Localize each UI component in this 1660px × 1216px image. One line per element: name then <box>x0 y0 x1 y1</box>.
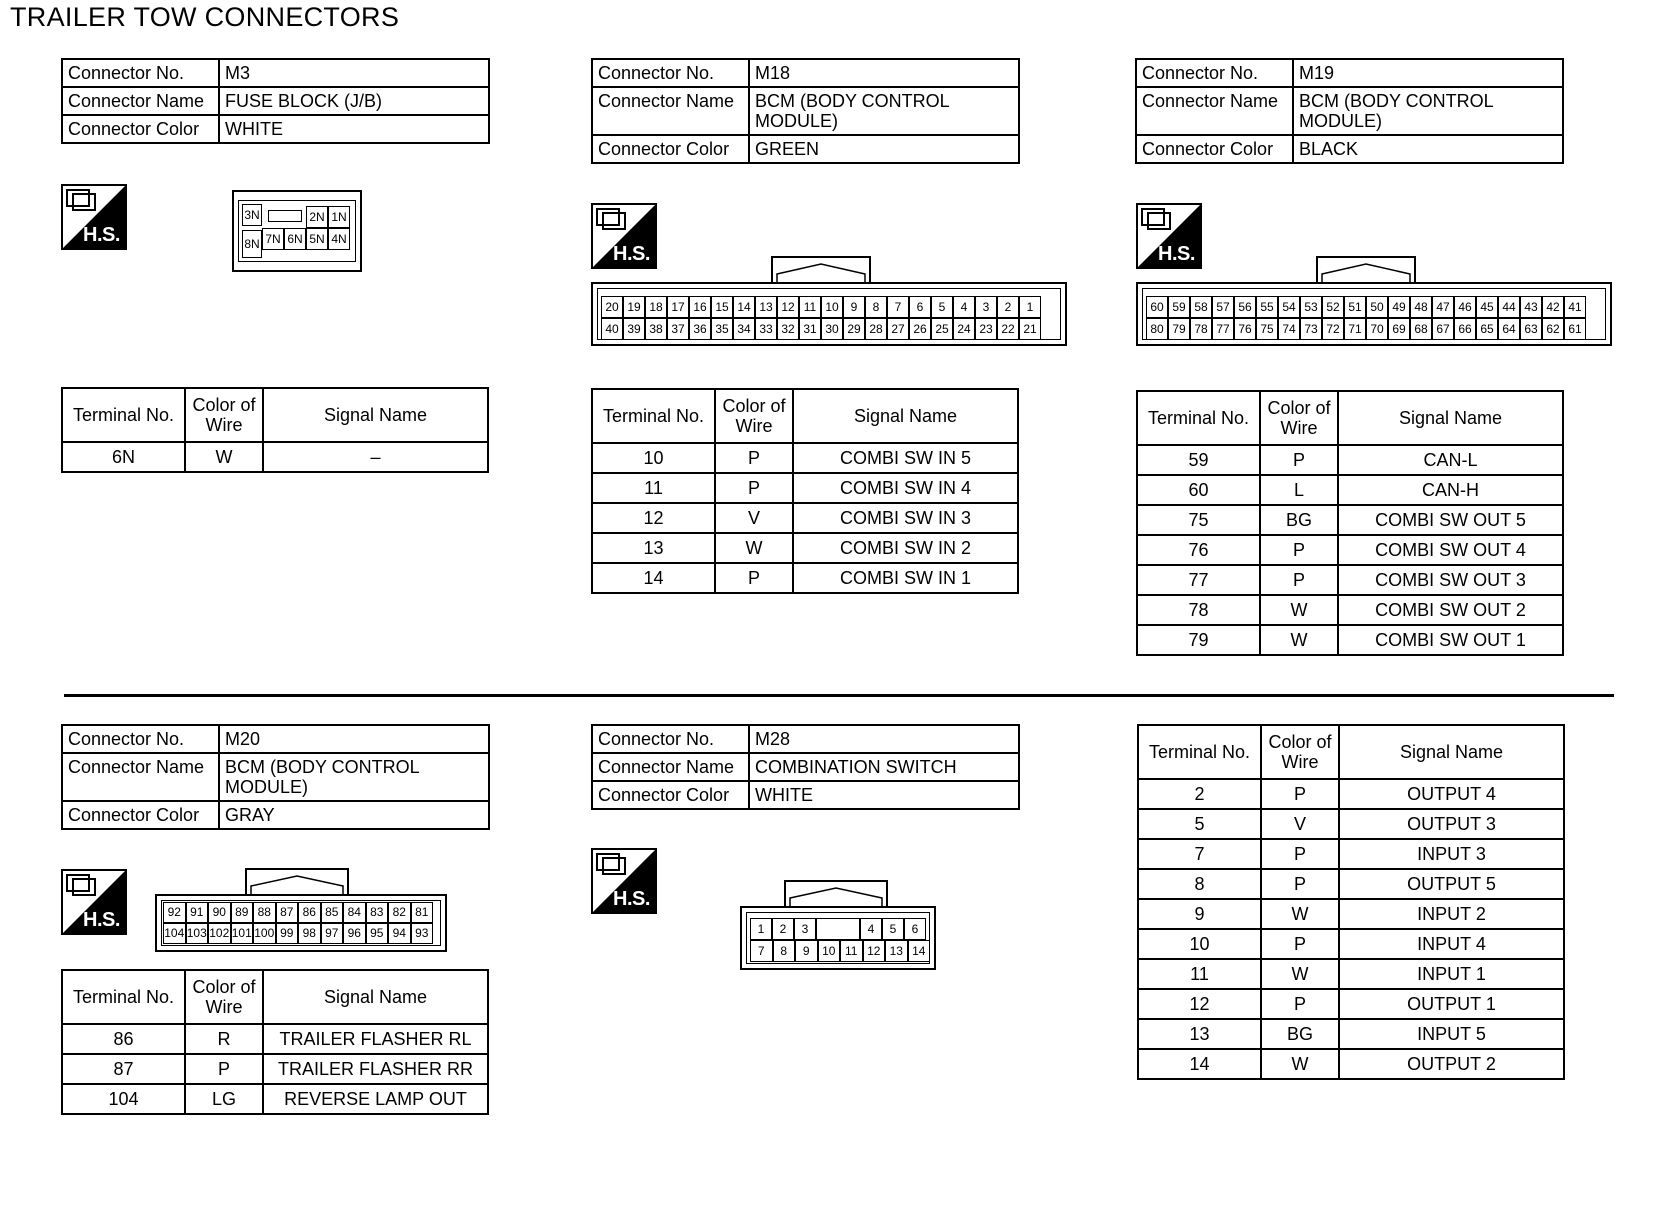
pin-cell: 10 <box>818 940 841 962</box>
pin-cell: 30 <box>821 318 843 340</box>
terminal-table-m18 <box>591 388 1019 594</box>
connector-color-value: BLACK <box>1293 135 1563 163</box>
signal-name-cell: COMBI SW IN 2 <box>793 533 1018 563</box>
connector-color-label: Connector Color <box>1136 135 1293 163</box>
terminal-no-cell: 8 <box>1138 869 1261 899</box>
connector-face-m3 <box>232 190 362 272</box>
pin-cell: 96 <box>343 923 366 944</box>
connector-info-m18 <box>591 58 1020 164</box>
table-row <box>1137 625 1563 655</box>
pin-cell: 8 <box>773 940 796 962</box>
pin-cell: 53 <box>1300 296 1322 318</box>
pin-cell: 5 <box>882 918 904 940</box>
pin-cell: 72 <box>1322 318 1344 340</box>
table-row <box>1138 899 1564 929</box>
terminal-table-m19 <box>1136 390 1564 656</box>
pin-cell: 31 <box>799 318 821 340</box>
wire-color-cell: W <box>1261 1049 1339 1079</box>
harness-side-icon: H.S. <box>61 184 127 250</box>
connector-name-value: BCM (BODY CONTROL MODULE) <box>1293 87 1563 135</box>
connector-info-m28 <box>591 724 1020 810</box>
connector-color-value: WHITE <box>219 115 489 143</box>
terminal-no-cell: 14 <box>592 563 715 593</box>
table-row <box>62 1024 488 1054</box>
wire-color-cell: BG <box>1261 1019 1339 1049</box>
pin-cell: 1 <box>1019 296 1041 318</box>
connector-no-label: Connector No. <box>62 59 219 87</box>
connector-name-value: BCM (BODY CONTROL MODULE) <box>749 87 1019 135</box>
connector-face-m20 <box>155 868 447 952</box>
terminal-no-cell: 79 <box>1137 625 1260 655</box>
pin-cell: 89 <box>231 902 254 923</box>
signal-name-cell: OUTPUT 3 <box>1339 809 1564 839</box>
connector-face-m19 <box>1136 256 1612 346</box>
pin-cell: 15 <box>711 296 733 318</box>
pin-cell: 85 <box>321 902 344 923</box>
signal-name-cell: COMBI SW IN 3 <box>793 503 1018 533</box>
pin-cell: 11 <box>799 296 821 318</box>
pin-cell: 7N <box>262 228 284 250</box>
pin-cell: 17 <box>667 296 689 318</box>
pin-cell: 6 <box>909 296 931 318</box>
pin-cell: 49 <box>1388 296 1410 318</box>
pin-cell: 7 <box>887 296 909 318</box>
pin-cell: 74 <box>1278 318 1300 340</box>
pin-cell: 9 <box>795 940 818 962</box>
pin-cell: 100 <box>253 923 276 944</box>
signal-name-cell: COMBI SW OUT 3 <box>1338 565 1563 595</box>
wire-color-cell: W <box>715 533 793 563</box>
table-row <box>62 1054 488 1084</box>
wire-color-cell: P <box>1261 839 1339 869</box>
pin-cell: 51 <box>1344 296 1366 318</box>
pin-cell: 88 <box>253 902 276 923</box>
terminal-table-m28 <box>1137 724 1565 1080</box>
pin-cell: 1 <box>750 918 772 940</box>
wire-color-cell: W <box>1261 959 1339 989</box>
terminal-no-cell: 60 <box>1137 475 1260 505</box>
signal-name-header: Signal Name <box>263 388 488 442</box>
connector-color-label: Connector Color <box>62 801 219 829</box>
pin-cell: 103 <box>186 923 209 944</box>
signal-name-cell: COMBI SW OUT 5 <box>1338 505 1563 535</box>
signal-name-header: Signal Name <box>263 970 488 1024</box>
signal-name-cell: COMBI SW OUT 2 <box>1338 595 1563 625</box>
connector-no-label: Connector No. <box>62 725 219 753</box>
signal-name-cell: INPUT 5 <box>1339 1019 1564 1049</box>
pin-cell: 13 <box>885 940 908 962</box>
signal-name-cell: REVERSE LAMP OUT <box>263 1084 488 1114</box>
pin-cell: 98 <box>298 923 321 944</box>
connector-color-value: WHITE <box>749 781 1019 809</box>
pin-cell: 6 <box>904 918 926 940</box>
wire-color-cell: P <box>1261 989 1339 1019</box>
pin-cell: 32 <box>777 318 799 340</box>
pin-cell: 1N <box>328 206 350 228</box>
table-row <box>1137 595 1563 625</box>
harness-side-icon: H.S. <box>591 848 657 914</box>
signal-name-cell: OUTPUT 2 <box>1339 1049 1564 1079</box>
pin-cell: 90 <box>208 902 231 923</box>
pin-cell: 87 <box>276 902 299 923</box>
pin-cell: 99 <box>276 923 299 944</box>
terminal-no-cell: 5 <box>1138 809 1261 839</box>
connector-name-label: Connector Name <box>592 753 749 781</box>
pin-cell: 56 <box>1234 296 1256 318</box>
pin-cell: 62 <box>1542 318 1564 340</box>
terminal-no-cell: 10 <box>592 443 715 473</box>
table-row <box>1137 445 1563 475</box>
terminal-no-cell: 2 <box>1138 779 1261 809</box>
terminal-no-cell: 104 <box>62 1084 185 1114</box>
wire-color-cell: P <box>715 473 793 503</box>
pin-cell: 2 <box>772 918 794 940</box>
pin-cell: 4 <box>860 918 882 940</box>
table-row <box>1137 535 1563 565</box>
signal-name-cell: COMBI SW OUT 1 <box>1338 625 1563 655</box>
signal-name-cell: INPUT 4 <box>1339 929 1564 959</box>
pin-cell: 48 <box>1410 296 1432 318</box>
pin-cell: 75 <box>1256 318 1278 340</box>
signal-name-cell: TRAILER FLASHER RR <box>263 1054 488 1084</box>
connector-name-label: Connector Name <box>1136 87 1293 135</box>
wire-color-cell: P <box>715 443 793 473</box>
pin-cell: 59 <box>1168 296 1190 318</box>
pin-cell: 66 <box>1454 318 1476 340</box>
table-row <box>62 1084 488 1114</box>
terminal-no-cell: 75 <box>1137 505 1260 535</box>
pin-cell: 64 <box>1498 318 1520 340</box>
pin-cell: 8 <box>865 296 887 318</box>
terminal-no-header: Terminal No. <box>62 970 185 1024</box>
signal-name-header: Signal Name <box>793 389 1018 443</box>
pin-cell: 10 <box>821 296 843 318</box>
pin-cell: 23 <box>975 318 997 340</box>
pin-cell: 37 <box>667 318 689 340</box>
pin-cell: 40 <box>601 318 623 340</box>
terminal-no-cell: 76 <box>1137 535 1260 565</box>
connector-info-m20 <box>61 724 490 830</box>
pin-cell: 14 <box>908 940 931 962</box>
harness-side-icon: H.S. <box>591 203 657 269</box>
terminal-table-m20 <box>61 969 489 1115</box>
connector-name-value: FUSE BLOCK (J/B) <box>219 87 489 115</box>
pin-cell: 5N <box>306 228 328 250</box>
signal-name-cell: COMBI SW IN 1 <box>793 563 1018 593</box>
pin-cell: 54 <box>1278 296 1300 318</box>
pin-cell: 97 <box>321 923 344 944</box>
connector-name-label: Connector Name <box>62 753 219 801</box>
table-row <box>1138 1019 1564 1049</box>
wire-color-cell: V <box>715 503 793 533</box>
table-row <box>1138 929 1564 959</box>
terminal-no-cell: 87 <box>62 1054 185 1084</box>
pin-cell: 9 <box>843 296 865 318</box>
connector-name-value: BCM (BODY CONTROL MODULE) <box>219 753 489 801</box>
pin-cell: 86 <box>298 902 321 923</box>
pin-cell: 14 <box>733 296 755 318</box>
wire-color-cell: P <box>1260 535 1338 565</box>
terminal-no-cell: 10 <box>1138 929 1261 959</box>
pin-cell: 2 <box>997 296 1019 318</box>
table-row <box>1138 869 1564 899</box>
pin-cell: 58 <box>1190 296 1212 318</box>
connector-no-value: M3 <box>219 59 489 87</box>
connector-color-value: GRAY <box>219 801 489 829</box>
connector-info-m3 <box>61 58 490 144</box>
pin-cell: 12 <box>863 940 886 962</box>
wire-color-cell: W <box>1261 899 1339 929</box>
pin-cell: 6N <box>284 228 306 250</box>
terminal-no-cell: 11 <box>1138 959 1261 989</box>
terminal-no-cell: 77 <box>1137 565 1260 595</box>
pin-cell: 79 <box>1168 318 1190 340</box>
wire-color-cell: V <box>1261 809 1339 839</box>
table-row <box>592 443 1018 473</box>
pin-cell: 101 <box>231 923 254 944</box>
pin-cell: 24 <box>953 318 975 340</box>
table-row <box>592 563 1018 593</box>
wire-color-cell: P <box>1261 869 1339 899</box>
signal-name-cell: INPUT 1 <box>1339 959 1564 989</box>
pin-cell: 29 <box>843 318 865 340</box>
pin-cell: 13 <box>755 296 777 318</box>
signal-name-header: Signal Name <box>1338 391 1563 445</box>
wire-color-cell: P <box>1260 565 1338 595</box>
table-row <box>592 533 1018 563</box>
connector-color-label: Connector Color <box>592 781 749 809</box>
connector-color-label: Connector Color <box>592 135 749 163</box>
terminal-no-cell: 86 <box>62 1024 185 1054</box>
color-of-wire-header: Color of Wire <box>1261 725 1339 779</box>
table-row <box>592 473 1018 503</box>
wire-color-cell: R <box>185 1024 263 1054</box>
harness-side-icon: H.S. <box>61 869 127 935</box>
pin-cell: 46 <box>1454 296 1476 318</box>
pin-cell: 80 <box>1146 318 1168 340</box>
table-row <box>1138 809 1564 839</box>
pin-cell: 92 <box>163 902 186 923</box>
pin-cell: 12 <box>777 296 799 318</box>
pin-cell: 3 <box>794 918 816 940</box>
pin-cell: 67 <box>1432 318 1454 340</box>
signal-name-cell: INPUT 3 <box>1339 839 1564 869</box>
signal-name-cell: OUTPUT 1 <box>1339 989 1564 1019</box>
pin-cell: 52 <box>1322 296 1344 318</box>
pin-cell: 18 <box>645 296 667 318</box>
wire-color-cell: BG <box>1260 505 1338 535</box>
table-row <box>62 442 488 472</box>
wire-color-cell: P <box>1260 445 1338 475</box>
terminal-no-cell: 13 <box>592 533 715 563</box>
terminal-no-cell: 12 <box>1138 989 1261 1019</box>
pin-cell: 63 <box>1520 318 1542 340</box>
signal-name-cell: TRAILER FLASHER RL <box>263 1024 488 1054</box>
pin-cell: 33 <box>755 318 777 340</box>
connector-color-label: Connector Color <box>62 115 219 143</box>
connector-no-value: M18 <box>749 59 1019 87</box>
wire-color-cell: W <box>1260 625 1338 655</box>
pin-cell: 70 <box>1366 318 1388 340</box>
connector-no-value: M28 <box>749 725 1019 753</box>
pin-cell: 93 <box>411 923 434 944</box>
pin-cell: 60 <box>1146 296 1168 318</box>
pin-cell: 45 <box>1476 296 1498 318</box>
connector-no-label: Connector No. <box>592 59 749 87</box>
pin-cell: 57 <box>1212 296 1234 318</box>
pin-cell <box>816 918 860 940</box>
connector-face-m18 <box>591 256 1067 346</box>
connector-no-value: M20 <box>219 725 489 753</box>
pin-cell: 38 <box>645 318 667 340</box>
wire-color-cell: P <box>185 1054 263 1084</box>
terminal-no-cell: 59 <box>1137 445 1260 475</box>
signal-name-header: Signal Name <box>1339 725 1564 779</box>
pin-cell: 91 <box>186 902 209 923</box>
terminal-no-header: Terminal No. <box>62 388 185 442</box>
table-row <box>1138 839 1564 869</box>
pin-cell: 22 <box>997 318 1019 340</box>
pin-cell: 81 <box>411 902 434 923</box>
table-row <box>592 503 1018 533</box>
color-of-wire-header: Color of Wire <box>185 970 263 1024</box>
table-row <box>1138 1049 1564 1079</box>
pin-cell: 11 <box>840 940 863 962</box>
connector-no-value: M19 <box>1293 59 1563 87</box>
pin-cell: 36 <box>689 318 711 340</box>
wire-color-cell: P <box>715 563 793 593</box>
terminal-no-header: Terminal No. <box>1138 725 1261 779</box>
pin-cell: 4 <box>953 296 975 318</box>
pin-cell: 21 <box>1019 318 1041 340</box>
color-of-wire-header: Color of Wire <box>185 388 263 442</box>
color-of-wire-header: Color of Wire <box>1260 391 1338 445</box>
signal-name-cell: COMBI SW OUT 4 <box>1338 535 1563 565</box>
connector-color-value: GREEN <box>749 135 1019 163</box>
color-of-wire-header: Color of Wire <box>715 389 793 443</box>
signal-name-cell: OUTPUT 5 <box>1339 869 1564 899</box>
wire-color-cell: L <box>1260 475 1338 505</box>
pin-cell: 3N <box>242 204 262 226</box>
wire-color-cell: P <box>1261 929 1339 959</box>
harness-side-icon: H.S. <box>1136 203 1202 269</box>
page-title: TRAILER TOW CONNECTORS <box>10 2 400 32</box>
pin-cell: 19 <box>623 296 645 318</box>
pin-cell: 42 <box>1542 296 1564 318</box>
pin-cell: 3 <box>975 296 997 318</box>
signal-name-cell: COMBI SW IN 4 <box>793 473 1018 503</box>
pin-cell: 41 <box>1564 296 1586 318</box>
pin-cell: 35 <box>711 318 733 340</box>
connector-face-m28 <box>740 880 940 970</box>
pin-cell: 8N <box>242 230 262 258</box>
pin-cell: 2N <box>306 206 328 228</box>
terminal-no-header: Terminal No. <box>592 389 715 443</box>
signal-name-cell: – <box>263 442 488 472</box>
connector-name-label: Connector Name <box>62 87 219 115</box>
pin-cell: 43 <box>1520 296 1542 318</box>
pin-cell: 5 <box>931 296 953 318</box>
terminal-no-cell: 7 <box>1138 839 1261 869</box>
terminal-no-cell: 6N <box>62 442 185 472</box>
pin-cell: 16 <box>689 296 711 318</box>
pin-cell: 71 <box>1344 318 1366 340</box>
pin-cell: 83 <box>366 902 389 923</box>
terminal-no-header: Terminal No. <box>1137 391 1260 445</box>
pin-cell: 61 <box>1564 318 1586 340</box>
pin-cell: 4N <box>328 228 350 250</box>
pin-cell: 55 <box>1256 296 1278 318</box>
pin-cell: 44 <box>1498 296 1520 318</box>
wire-color-cell: P <box>1261 779 1339 809</box>
connector-name-value: COMBINATION SWITCH <box>749 753 1019 781</box>
pin-cell: 95 <box>366 923 389 944</box>
pin-cell: 78 <box>1190 318 1212 340</box>
signal-name-cell: OUTPUT 4 <box>1339 779 1564 809</box>
table-row <box>1138 959 1564 989</box>
table-row <box>1137 475 1563 505</box>
connector-name-label: Connector Name <box>592 87 749 135</box>
pin-cell: 34 <box>733 318 755 340</box>
terminal-no-cell: 11 <box>592 473 715 503</box>
pin-cell: 102 <box>208 923 231 944</box>
wire-color-cell: LG <box>185 1084 263 1114</box>
pin-cell: 25 <box>931 318 953 340</box>
pin-cell: 28 <box>865 318 887 340</box>
pin-cell: 26 <box>909 318 931 340</box>
signal-name-cell: CAN-L <box>1338 445 1563 475</box>
pin-cell: 73 <box>1300 318 1322 340</box>
connector-key <box>268 210 302 222</box>
connector-info-m19 <box>1135 58 1564 164</box>
pin-cell: 20 <box>601 296 623 318</box>
table-row <box>1138 779 1564 809</box>
signal-name-cell: COMBI SW IN 5 <box>793 443 1018 473</box>
pin-cell: 76 <box>1234 318 1256 340</box>
connector-no-label: Connector No. <box>1136 59 1293 87</box>
pin-cell: 69 <box>1388 318 1410 340</box>
pin-cell: 47 <box>1432 296 1454 318</box>
pin-cell: 65 <box>1476 318 1498 340</box>
terminal-no-cell: 9 <box>1138 899 1261 929</box>
pin-cell: 39 <box>623 318 645 340</box>
pin-cell: 84 <box>343 902 366 923</box>
table-row <box>1137 505 1563 535</box>
terminal-no-cell: 12 <box>592 503 715 533</box>
wire-color-cell: W <box>185 442 263 472</box>
terminal-no-cell: 13 <box>1138 1019 1261 1049</box>
connector-no-label: Connector No. <box>592 725 749 753</box>
terminal-no-cell: 78 <box>1137 595 1260 625</box>
table-row <box>1138 989 1564 1019</box>
pin-cell: 27 <box>887 318 909 340</box>
signal-name-cell: CAN-H <box>1338 475 1563 505</box>
signal-name-cell: INPUT 2 <box>1339 899 1564 929</box>
pin-cell: 82 <box>388 902 411 923</box>
table-row <box>1137 565 1563 595</box>
pin-cell: 68 <box>1410 318 1432 340</box>
terminal-no-cell: 14 <box>1138 1049 1261 1079</box>
wire-color-cell: W <box>1260 595 1338 625</box>
pin-cell: 77 <box>1212 318 1234 340</box>
terminal-table-m3 <box>61 387 489 473</box>
pin-cell: 94 <box>388 923 411 944</box>
pin-cell: 104 <box>163 923 186 944</box>
pin-cell: 50 <box>1366 296 1388 318</box>
pin-cell: 7 <box>750 940 773 962</box>
section-divider <box>64 694 1614 697</box>
